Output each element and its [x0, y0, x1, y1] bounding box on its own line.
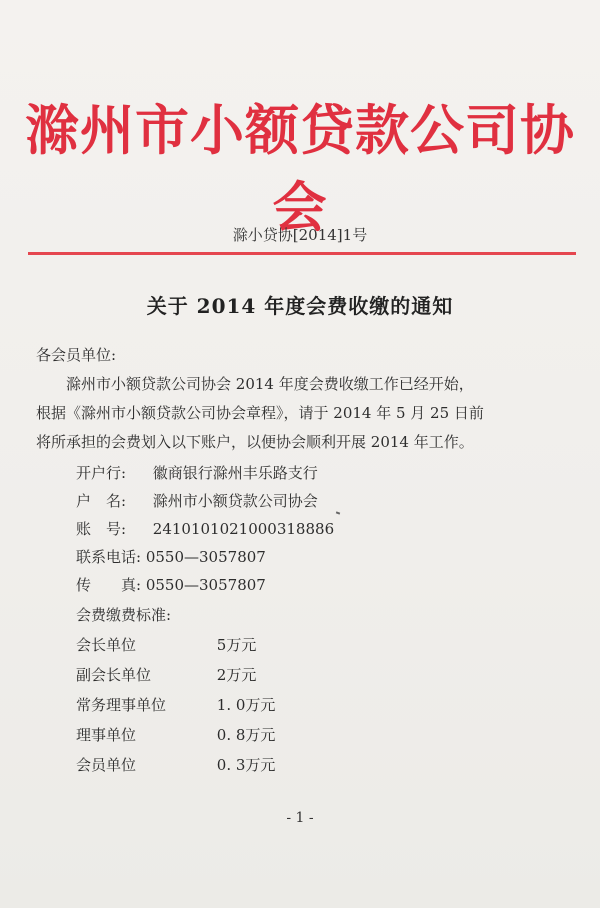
fee-level: 会长单位: [76, 636, 137, 654]
fee-row: [76, 694, 275, 715]
fee-row: [76, 634, 256, 655]
account-name-row: [76, 490, 318, 511]
account-number-row: [76, 518, 334, 539]
fax-label: 传 真:: [76, 576, 142, 594]
fee-amount: 2万元: [216, 666, 257, 684]
notice-title: 关于 2014 年度会费收缴的通知: [146, 294, 454, 318]
fee-amount: 5万元: [216, 636, 257, 654]
fee-row: [76, 724, 275, 745]
fee-standard-header: 会费缴费标准:: [76, 606, 172, 624]
fee-row: [76, 664, 256, 685]
fee-level: 会员单位: [76, 756, 137, 774]
scan-speck: [336, 511, 340, 514]
phone-label: 联系电话:: [76, 548, 142, 566]
body-line-2: 根据《滁州市小额贷款公司协会章程》，请于 2014 年 5 月 25 日前: [36, 404, 484, 422]
phone-value: 0550—3057807: [145, 548, 266, 566]
fee-row: [76, 754, 275, 775]
account-bank-row: [76, 462, 318, 483]
bank-value: 徽商银行滁州丰乐路支行: [152, 464, 318, 482]
letterhead-red-rule: [28, 252, 576, 255]
phone-row: [76, 546, 266, 567]
salutation: 各会员单位:: [36, 346, 117, 364]
page-number: - 1 -: [286, 810, 314, 826]
fax-value: 0550—3057807: [145, 576, 266, 594]
letterhead-org-name: 滁州市小额贷款公司协会: [25, 98, 575, 239]
account-number-value: 2410101021000318886: [152, 520, 335, 538]
account-name-label: 户 名:: [76, 492, 127, 510]
document-number: 滁小贷协[2014]1号: [232, 226, 368, 244]
fax-row: [76, 574, 266, 595]
body-line-3: 将所承担的会费划入以下账户，以便协会顺利开展 2014 年工作。: [36, 433, 474, 451]
account-number-label: 账 号:: [76, 520, 127, 538]
bank-label: 开户行:: [76, 464, 127, 482]
fee-amount: 1. 0万元: [216, 696, 276, 714]
fee-amount: 0. 3万元: [216, 756, 276, 774]
fee-level: 理事单位: [76, 726, 137, 744]
account-name-value: 滁州市小额贷款公司协会: [152, 492, 318, 510]
body-line-1: 滁州市小额贷款公司协会 2014 年度会费收缴工作已经开始，: [66, 375, 474, 393]
fee-amount: 0. 8万元: [216, 726, 276, 744]
fee-level: 副会长单位: [76, 666, 152, 684]
fee-level: 常务理事单位: [76, 696, 167, 714]
